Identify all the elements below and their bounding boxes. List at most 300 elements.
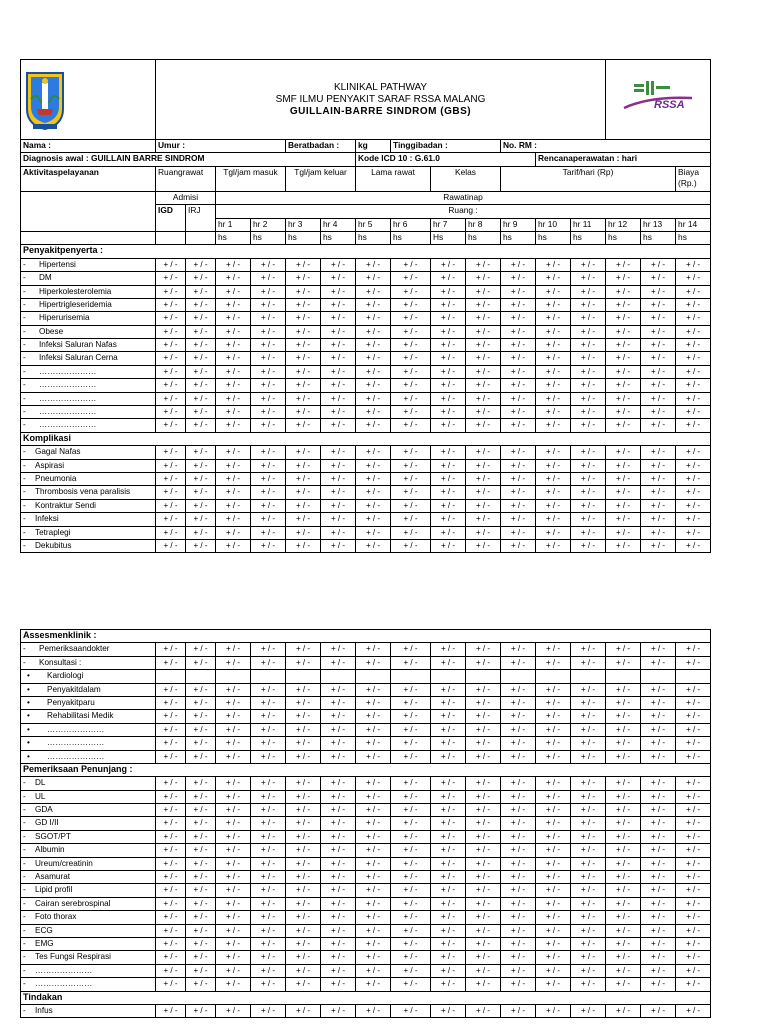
mark-cell[interactable]: + / - [251, 499, 286, 512]
mark-cell[interactable]: + / - [321, 298, 356, 311]
mark-cell[interactable]: + / - [216, 406, 251, 419]
mark-cell[interactable]: + / - [186, 683, 216, 696]
mark-cell[interactable]: + / - [251, 446, 286, 459]
mark-cell[interactable]: + / - [466, 285, 501, 298]
mark-cell[interactable]: + / - [251, 750, 286, 763]
mark-cell[interactable]: + / - [536, 844, 571, 857]
mark-cell[interactable]: + / - [186, 937, 216, 950]
mark-cell[interactable]: + / - [641, 790, 676, 803]
mark-cell[interactable]: + / - [286, 817, 321, 830]
mark-cell[interactable]: + / - [571, 857, 606, 870]
mark-cell[interactable]: + / - [286, 857, 321, 870]
mark-cell[interactable]: + / - [676, 352, 711, 365]
mark-cell[interactable]: + / - [431, 817, 466, 830]
mark-cell[interactable]: + / - [321, 897, 356, 910]
mark-cell[interactable]: + / - [641, 683, 676, 696]
mark-cell[interactable]: + / - [676, 750, 711, 763]
mark-cell[interactable]: + / - [641, 723, 676, 736]
mark-cell[interactable]: + / - [186, 656, 216, 669]
mark-cell[interactable]: + / - [216, 298, 251, 311]
mark-cell[interactable]: + / - [536, 857, 571, 870]
mark-cell[interactable]: + / - [466, 1004, 501, 1017]
mark-cell[interactable]: + / - [216, 804, 251, 817]
mark-cell[interactable]: + / - [536, 884, 571, 897]
mark-cell[interactable]: + / - [186, 258, 216, 271]
mark-cell[interactable]: + / - [251, 871, 286, 884]
mark-cell[interactable]: + / - [606, 871, 641, 884]
mark-cell[interactable]: + / - [186, 710, 216, 723]
mark-cell[interactable]: + / - [286, 643, 321, 656]
mark-cell[interactable]: + / - [356, 365, 391, 378]
mark-cell[interactable]: + / - [216, 857, 251, 870]
mark-cell[interactable]: + / - [156, 406, 186, 419]
mark-cell[interactable]: + / - [466, 312, 501, 325]
mark-cell[interactable]: + / - [391, 857, 431, 870]
mark-cell[interactable]: + / - [501, 472, 536, 485]
mark-cell[interactable]: + / - [216, 272, 251, 285]
mark-cell[interactable]: + / - [431, 258, 466, 271]
mark-cell[interactable]: + / - [186, 312, 216, 325]
mark-cell[interactable]: + / - [676, 817, 711, 830]
mark-cell[interactable]: + / - [641, 312, 676, 325]
mark-cell[interactable]: + / - [251, 937, 286, 950]
mark-cell[interactable]: + / - [676, 696, 711, 709]
mark-cell[interactable]: + / - [571, 924, 606, 937]
mark-cell[interactable]: + / - [676, 790, 711, 803]
mark-cell[interactable]: + / - [606, 258, 641, 271]
mark-cell[interactable]: + / - [431, 830, 466, 843]
mark-cell[interactable]: + / - [571, 486, 606, 499]
mark-cell[interactable]: + / - [156, 723, 186, 736]
mark-cell[interactable]: + / - [536, 513, 571, 526]
mark-cell[interactable]: + / - [536, 459, 571, 472]
mark-cell[interactable]: + / - [321, 723, 356, 736]
mark-cell[interactable]: + / - [606, 472, 641, 485]
mark-cell[interactable]: + / - [251, 978, 286, 991]
mark-cell[interactable] [466, 670, 501, 683]
mark-cell[interactable] [251, 670, 286, 683]
mark-cell[interactable]: + / - [156, 285, 186, 298]
mark-cell[interactable]: + / - [156, 884, 186, 897]
mark-cell[interactable]: + / - [676, 830, 711, 843]
mark-cell[interactable] [571, 670, 606, 683]
mark-cell[interactable]: + / - [431, 857, 466, 870]
mark-cell[interactable]: + / - [186, 472, 216, 485]
mark-cell[interactable]: + / - [501, 486, 536, 499]
mark-cell[interactable]: + / - [156, 499, 186, 512]
mark-cell[interactable]: + / - [431, 871, 466, 884]
mark-cell[interactable]: + / - [501, 897, 536, 910]
mark-cell[interactable]: + / - [466, 897, 501, 910]
mark-cell[interactable]: + / - [356, 857, 391, 870]
mark-cell[interactable]: + / - [641, 897, 676, 910]
mark-cell[interactable]: + / - [286, 683, 321, 696]
mark-cell[interactable]: + / - [391, 513, 431, 526]
mark-cell[interactable]: + / - [676, 406, 711, 419]
mark-cell[interactable]: + / - [391, 777, 431, 790]
mark-cell[interactable]: + / - [606, 964, 641, 977]
mark-cell[interactable]: + / - [466, 723, 501, 736]
mark-cell[interactable]: + / - [321, 804, 356, 817]
mark-cell[interactable]: + / - [251, 723, 286, 736]
mark-cell[interactable]: + / - [641, 830, 676, 843]
mark-cell[interactable]: + / - [356, 978, 391, 991]
mark-cell[interactable]: + / - [536, 312, 571, 325]
mark-cell[interactable]: + / - [676, 312, 711, 325]
mark-cell[interactable]: + / - [286, 539, 321, 552]
mark-cell[interactable] [606, 670, 641, 683]
mark-cell[interactable]: + / - [466, 472, 501, 485]
mark-cell[interactable]: + / - [676, 911, 711, 924]
mark-cell[interactable]: + / - [356, 379, 391, 392]
mark-cell[interactable]: + / - [356, 446, 391, 459]
mark-cell[interactable]: + / - [431, 737, 466, 750]
mark-cell[interactable]: + / - [466, 513, 501, 526]
mark-cell[interactable]: + / - [216, 790, 251, 803]
mark-cell[interactable]: + / - [186, 513, 216, 526]
mark-cell[interactable]: + / - [676, 339, 711, 352]
mark-cell[interactable]: + / - [286, 365, 321, 378]
mark-cell[interactable]: + / - [356, 499, 391, 512]
mark-cell[interactable]: + / - [466, 737, 501, 750]
mark-cell[interactable]: + / - [321, 871, 356, 884]
mark-cell[interactable]: + / - [356, 897, 391, 910]
mark-cell[interactable]: + / - [156, 258, 186, 271]
mark-cell[interactable]: + / - [641, 978, 676, 991]
mark-cell[interactable]: + / - [356, 937, 391, 950]
mark-cell[interactable]: + / - [536, 964, 571, 977]
mark-cell[interactable]: + / - [466, 884, 501, 897]
mark-cell[interactable]: + / - [466, 486, 501, 499]
mark-cell[interactable]: + / - [466, 446, 501, 459]
mark-cell[interactable]: + / - [186, 830, 216, 843]
mark-cell[interactable]: + / - [186, 737, 216, 750]
mark-cell[interactable]: + / - [286, 937, 321, 950]
mark-cell[interactable]: + / - [606, 817, 641, 830]
mark-cell[interactable]: + / - [156, 696, 186, 709]
mark-cell[interactable]: + / - [356, 844, 391, 857]
mark-cell[interactable]: + / - [321, 857, 356, 870]
mark-cell[interactable]: + / - [216, 817, 251, 830]
mark-cell[interactable]: + / - [606, 526, 641, 539]
mark-cell[interactable]: + / - [286, 499, 321, 512]
mark-cell[interactable]: + / - [251, 964, 286, 977]
mark-cell[interactable]: + / - [251, 777, 286, 790]
mark-cell[interactable]: + / - [431, 298, 466, 311]
mark-cell[interactable]: + / - [286, 406, 321, 419]
mark-cell[interactable]: + / - [251, 884, 286, 897]
mark-cell[interactable]: + / - [156, 472, 186, 485]
mark-cell[interactable]: + / - [536, 937, 571, 950]
mark-cell[interactable]: + / - [156, 777, 186, 790]
mark-cell[interactable]: + / - [186, 406, 216, 419]
mark-cell[interactable]: + / - [251, 737, 286, 750]
mark-cell[interactable]: + / - [466, 298, 501, 311]
mark-cell[interactable]: + / - [676, 804, 711, 817]
mark-cell[interactable]: + / - [321, 844, 356, 857]
mark-cell[interactable]: + / - [641, 258, 676, 271]
mark-cell[interactable]: + / - [606, 777, 641, 790]
mark-cell[interactable]: + / - [216, 696, 251, 709]
mark-cell[interactable]: + / - [466, 790, 501, 803]
mark-cell[interactable]: + / - [571, 392, 606, 405]
mark-cell[interactable]: + / - [536, 419, 571, 432]
mark-cell[interactable]: + / - [216, 312, 251, 325]
mark-cell[interactable]: + / - [251, 365, 286, 378]
mark-cell[interactable]: + / - [216, 419, 251, 432]
mark-cell[interactable]: + / - [321, 513, 356, 526]
mark-cell[interactable]: + / - [571, 656, 606, 669]
mark-cell[interactable]: + / - [536, 871, 571, 884]
mark-cell[interactable]: + / - [641, 817, 676, 830]
mark-cell[interactable]: + / - [606, 951, 641, 964]
mark-cell[interactable]: + / - [501, 312, 536, 325]
mark-cell[interactable]: + / - [536, 911, 571, 924]
mark-cell[interactable]: + / - [641, 459, 676, 472]
mark-cell[interactable]: + / - [356, 710, 391, 723]
mark-cell[interactable]: + / - [186, 459, 216, 472]
mark-cell[interactable]: + / - [606, 897, 641, 910]
mark-cell[interactable]: + / - [571, 777, 606, 790]
mark-cell[interactable]: + / - [571, 446, 606, 459]
mark-cell[interactable]: + / - [536, 379, 571, 392]
mark-cell[interactable]: + / - [501, 499, 536, 512]
mark-cell[interactable]: + / - [606, 710, 641, 723]
mark-cell[interactable]: + / - [641, 804, 676, 817]
mark-cell[interactable]: + / - [251, 539, 286, 552]
mark-cell[interactable]: + / - [536, 750, 571, 763]
mark-cell[interactable]: + / - [641, 406, 676, 419]
mark-cell[interactable]: + / - [431, 472, 466, 485]
mark-cell[interactable]: + / - [186, 723, 216, 736]
mark-cell[interactable]: + / - [391, 737, 431, 750]
mark-cell[interactable]: + / - [571, 844, 606, 857]
mark-cell[interactable]: + / - [641, 486, 676, 499]
mark-cell[interactable]: + / - [431, 696, 466, 709]
mark-cell[interactable]: + / - [251, 924, 286, 937]
mark-cell[interactable]: + / - [216, 1004, 251, 1017]
mark-cell[interactable]: + / - [251, 1004, 286, 1017]
mark-cell[interactable]: + / - [391, 750, 431, 763]
mark-cell[interactable]: + / - [606, 379, 641, 392]
mark-cell[interactable]: + / - [286, 272, 321, 285]
mark-cell[interactable]: + / - [606, 656, 641, 669]
mark-cell[interactable]: + / - [321, 978, 356, 991]
mark-cell[interactable]: + / - [676, 897, 711, 910]
mark-cell[interactable]: + / - [391, 924, 431, 937]
mark-cell[interactable]: + / - [571, 696, 606, 709]
mark-cell[interactable]: + / - [356, 871, 391, 884]
mark-cell[interactable]: + / - [156, 857, 186, 870]
mark-cell[interactable]: + / - [286, 830, 321, 843]
mark-cell[interactable]: + / - [216, 379, 251, 392]
mark-cell[interactable]: + / - [391, 978, 431, 991]
mark-cell[interactable]: + / - [186, 486, 216, 499]
mark-cell[interactable]: + / - [676, 285, 711, 298]
mark-cell[interactable]: + / - [676, 258, 711, 271]
mark-cell[interactable]: + / - [391, 696, 431, 709]
mark-cell[interactable]: + / - [431, 499, 466, 512]
mark-cell[interactable]: + / - [676, 857, 711, 870]
mark-cell[interactable]: + / - [321, 696, 356, 709]
mark-cell[interactable]: + / - [251, 352, 286, 365]
mark-cell[interactable]: + / - [641, 777, 676, 790]
mark-cell[interactable]: + / - [501, 710, 536, 723]
mark-cell[interactable]: + / - [251, 911, 286, 924]
mark-cell[interactable]: + / - [286, 871, 321, 884]
mark-cell[interactable]: + / - [286, 750, 321, 763]
mark-cell[interactable]: + / - [466, 710, 501, 723]
mark-cell[interactable]: + / - [186, 325, 216, 338]
mark-cell[interactable]: + / - [501, 683, 536, 696]
mark-cell[interactable]: + / - [321, 459, 356, 472]
mark-cell[interactable]: + / - [466, 339, 501, 352]
mark-cell[interactable]: + / - [676, 379, 711, 392]
mark-cell[interactable]: + / - [251, 804, 286, 817]
mark-cell[interactable]: + / - [536, 696, 571, 709]
mark-cell[interactable]: + / - [356, 790, 391, 803]
mark-cell[interactable]: + / - [641, 298, 676, 311]
mark-cell[interactable]: + / - [571, 312, 606, 325]
mark-cell[interactable]: + / - [431, 978, 466, 991]
mark-cell[interactable]: + / - [431, 539, 466, 552]
mark-cell[interactable]: + / - [606, 683, 641, 696]
mark-cell[interactable]: + / - [431, 486, 466, 499]
mark-cell[interactable]: + / - [466, 539, 501, 552]
mark-cell[interactable]: + / - [186, 339, 216, 352]
mark-cell[interactable]: + / - [251, 643, 286, 656]
mark-cell[interactable]: + / - [571, 1004, 606, 1017]
mark-cell[interactable]: + / - [391, 379, 431, 392]
mark-cell[interactable]: + / - [431, 937, 466, 950]
mark-cell[interactable]: + / - [251, 790, 286, 803]
mark-cell[interactable]: + / - [356, 513, 391, 526]
mark-cell[interactable]: + / - [571, 951, 606, 964]
mark-cell[interactable]: + / - [571, 258, 606, 271]
mark-cell[interactable]: + / - [676, 951, 711, 964]
mark-cell[interactable]: + / - [466, 526, 501, 539]
mark-cell[interactable]: + / - [321, 325, 356, 338]
mark-cell[interactable] [536, 670, 571, 683]
mark-cell[interactable]: + / - [391, 897, 431, 910]
mark-cell[interactable]: + / - [466, 964, 501, 977]
mark-cell[interactable]: + / - [571, 710, 606, 723]
mark-cell[interactable]: + / - [431, 911, 466, 924]
mark-cell[interactable]: + / - [251, 472, 286, 485]
mark-cell[interactable]: + / - [216, 472, 251, 485]
mark-cell[interactable]: + / - [356, 817, 391, 830]
mark-cell[interactable]: + / - [216, 656, 251, 669]
mark-cell[interactable]: + / - [321, 951, 356, 964]
mark-cell[interactable]: + / - [536, 790, 571, 803]
mark-cell[interactable]: + / - [186, 817, 216, 830]
mark-cell[interactable]: + / - [466, 817, 501, 830]
mark-cell[interactable]: + / - [321, 499, 356, 512]
mark-cell[interactable]: + / - [431, 379, 466, 392]
mark-cell[interactable]: + / - [606, 790, 641, 803]
mark-cell[interactable]: + / - [286, 978, 321, 991]
mark-cell[interactable]: + / - [676, 513, 711, 526]
mark-cell[interactable]: + / - [431, 777, 466, 790]
mark-cell[interactable]: + / - [466, 871, 501, 884]
mark-cell[interactable]: + / - [431, 312, 466, 325]
mark-cell[interactable]: + / - [466, 924, 501, 937]
mark-cell[interactable]: + / - [286, 911, 321, 924]
mark-cell[interactable]: + / - [216, 897, 251, 910]
mark-cell[interactable]: + / - [251, 312, 286, 325]
mark-cell[interactable]: + / - [501, 258, 536, 271]
mark-cell[interactable]: + / - [466, 830, 501, 843]
mark-cell[interactable]: + / - [216, 844, 251, 857]
mark-cell[interactable]: + / - [501, 844, 536, 857]
mark-cell[interactable]: + / - [391, 472, 431, 485]
mark-cell[interactable]: + / - [606, 446, 641, 459]
mark-cell[interactable]: + / - [251, 513, 286, 526]
mark-cell[interactable]: + / - [536, 897, 571, 910]
mark-cell[interactable]: + / - [501, 884, 536, 897]
mark-cell[interactable]: + / - [536, 499, 571, 512]
mark-cell[interactable]: + / - [606, 924, 641, 937]
mark-cell[interactable]: + / - [156, 539, 186, 552]
mark-cell[interactable]: + / - [501, 723, 536, 736]
mark-cell[interactable]: + / - [571, 643, 606, 656]
mark-cell[interactable]: + / - [501, 406, 536, 419]
mark-cell[interactable]: + / - [216, 978, 251, 991]
mark-cell[interactable]: + / - [571, 871, 606, 884]
mark-cell[interactable]: + / - [466, 978, 501, 991]
mark-cell[interactable]: + / - [466, 951, 501, 964]
mark-cell[interactable]: + / - [641, 750, 676, 763]
mark-cell[interactable]: + / - [321, 285, 356, 298]
mark-cell[interactable]: + / - [501, 539, 536, 552]
mark-cell[interactable]: + / - [536, 365, 571, 378]
mark-cell[interactable]: + / - [286, 723, 321, 736]
mark-cell[interactable]: + / - [391, 272, 431, 285]
mark-cell[interactable]: + / - [466, 365, 501, 378]
mark-cell[interactable]: + / - [536, 406, 571, 419]
mark-cell[interactable]: + / - [391, 258, 431, 271]
mark-cell[interactable]: + / - [571, 325, 606, 338]
mark-cell[interactable]: + / - [216, 737, 251, 750]
mark-cell[interactable]: + / - [641, 924, 676, 937]
mark-cell[interactable]: + / - [186, 539, 216, 552]
mark-cell[interactable]: + / - [501, 446, 536, 459]
mark-cell[interactable]: + / - [606, 911, 641, 924]
mark-cell[interactable]: + / - [356, 777, 391, 790]
mark-cell[interactable]: + / - [356, 964, 391, 977]
mark-cell[interactable]: + / - [286, 844, 321, 857]
mark-cell[interactable]: + / - [536, 777, 571, 790]
mark-cell[interactable]: + / - [286, 379, 321, 392]
mark-cell[interactable]: + / - [391, 419, 431, 432]
mark-cell[interactable] [641, 670, 676, 683]
mark-cell[interactable]: + / - [606, 339, 641, 352]
mark-cell[interactable]: + / - [431, 844, 466, 857]
mark-cell[interactable]: + / - [321, 683, 356, 696]
mark-cell[interactable]: + / - [641, 285, 676, 298]
mark-cell[interactable]: + / - [156, 643, 186, 656]
mark-cell[interactable]: + / - [501, 1004, 536, 1017]
mark-cell[interactable]: + / - [641, 339, 676, 352]
mark-cell[interactable]: + / - [321, 539, 356, 552]
mark-cell[interactable]: + / - [501, 951, 536, 964]
mark-cell[interactable]: + / - [216, 750, 251, 763]
mark-cell[interactable]: + / - [641, 643, 676, 656]
mark-cell[interactable]: + / - [536, 1004, 571, 1017]
mark-cell[interactable]: + / - [356, 298, 391, 311]
mark-cell[interactable]: + / - [501, 871, 536, 884]
mark-cell[interactable]: + / - [321, 352, 356, 365]
